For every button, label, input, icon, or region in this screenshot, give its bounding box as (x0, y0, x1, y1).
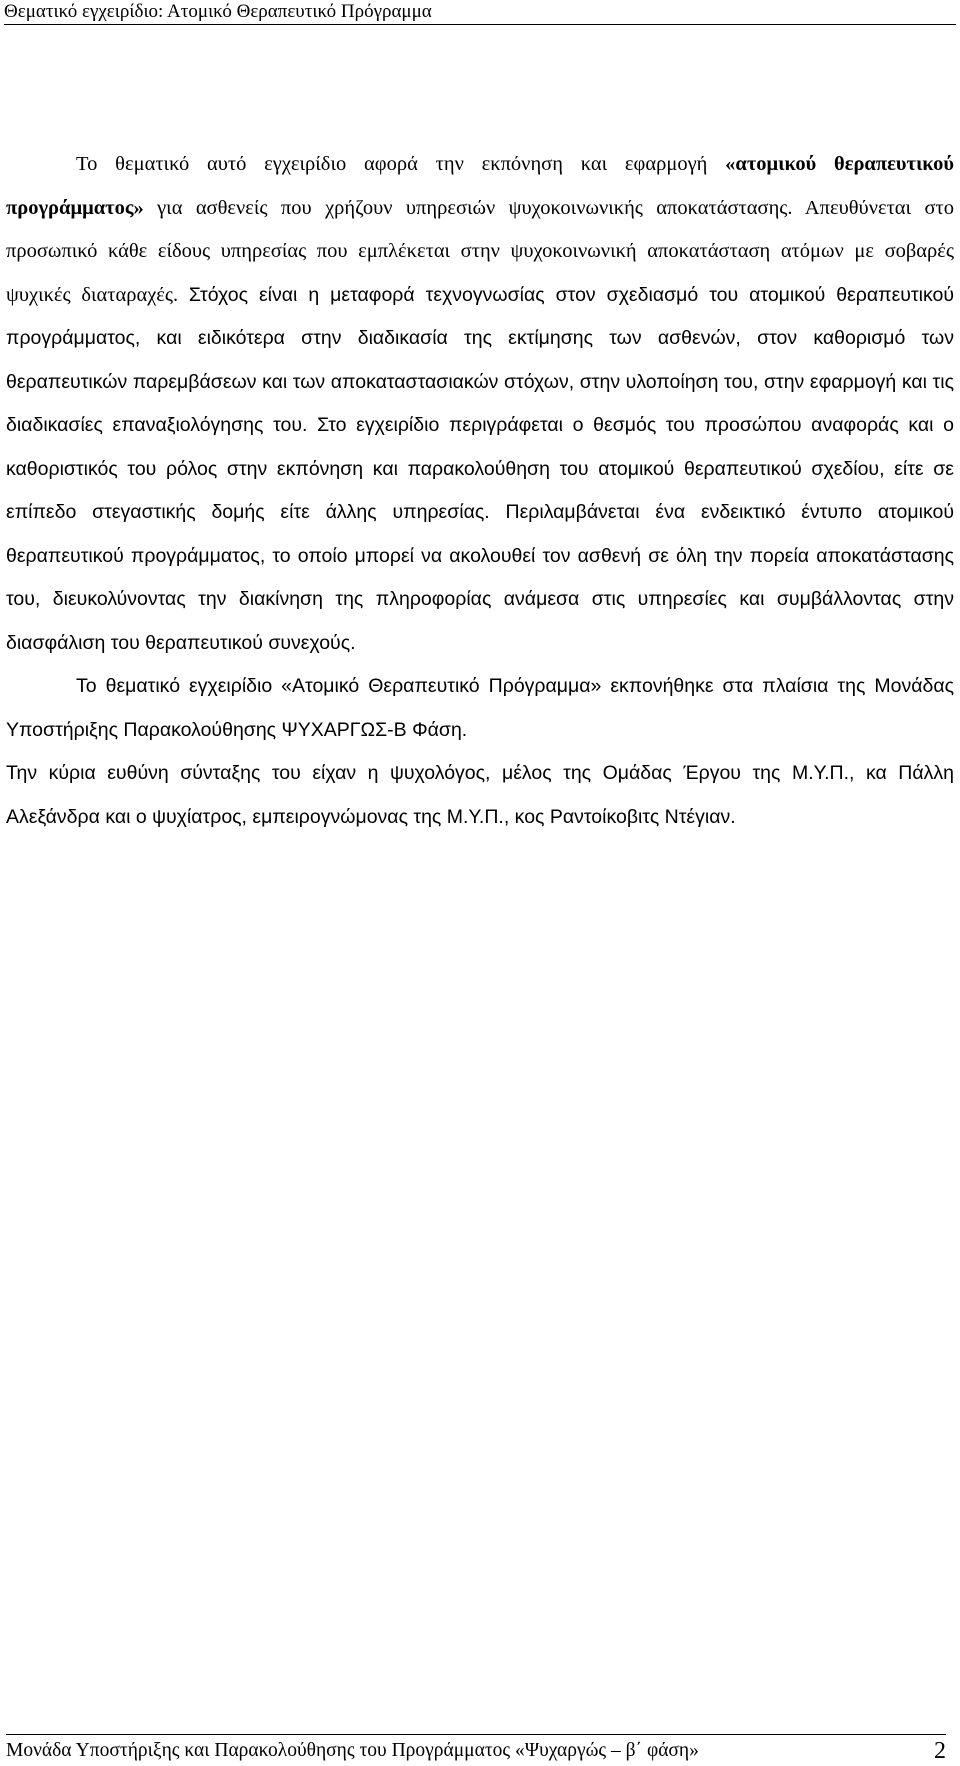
paragraph-authorship (6, 665, 954, 752)
intro-text-1: Το θεματικό αυτό εγχειρίδιο αφορά την εκπόνηση και εφαρμογή (76, 153, 726, 175)
paragraph-credits (6, 752, 954, 839)
page-footer (6, 1738, 946, 1764)
page-number: 2 (934, 1738, 946, 1764)
document-body (6, 143, 954, 839)
footer-text: Μονάδα Υποστήριξης και Παρακολούθησης του Προγράμματος «Ψυχαργώς – β΄ φάση» (6, 1740, 699, 1761)
intro-text-2: για ασθενείς που χρήζουν υπηρεσιών ψυχοκοινωνικής αποκατάστασης. Απευθύνεται στο προσωπικό κάθε είδους υπηρεσίας που εμπλέκεται στην ψυχοκοινωνική αποκατάσταση ατόμων με σοβαρές ψυχικές διαταραχές. (6, 196, 954, 306)
intro-text-3: Στόχος είναι η μεταφορά τεχνογνωσίας στον σχεδιασμό του ατομικού θεραπευτικού προγράμματος, και ειδικότερα στην διαδικασία της εκτίμησης των ασθενών, στον καθορισμό των θεραπευτικών παρεμβάσεων και των αποκαταστασιακών στόχων, στην υλοποίηση του, στην εφαρμογή και τις διαδικασίες επαναξιολόγησης του. (6, 283, 955, 436)
paragraph-intro (6, 143, 954, 665)
credits-text: Την κύρια ευθύνη σύνταξης του είχαν η ψυχολόγος, μέλος της Ομάδας Έργου της Μ.Υ.Π., κα Πάλλη Αλεξάνδρα και ο ψυχίατρος, εμπειρογνώμονας της Μ.Υ.Π., κος Ραντοίκοβιτς Ντέγιαν. (6, 762, 954, 828)
intro-text-4: Στο εγχειρίδιο περιγράφεται ο θεσμός του προσώπου αναφοράς και ο καθοριστικός του ρόλος στην εκπόνηση και παρακολούθηση του ατομικού θεραπευτικού σχεδίου, είτε σε επίπεδο στεγαστικής δομής είτε άλλης υπηρεσίας. Περιλαμβάνεται ένα ενδεικτικό έντυπο ατομικού θεραπευτικού προγράμματος, το οποίο μπορεί να ακολουθεί τον ασθενή σε όλη την πορεία αποκατάστασης του, διευκολύνοντας την διακίνηση της πληροφορίας ανάμεσα στις υπηρεσίες και συμβάλλοντας στην διασφάλιση του θεραπευτικού συνεχούς. (6, 414, 954, 654)
page-header (4, 0, 956, 25)
authorship-text: Το θεματικό εγχειρίδιο «Ατομικό Θεραπευτικό Πρόγραμμα» εκπονήθηκε στα πλαίσια της Μονάδας Υποστήριξης Παρακολούθησης ΨΥΧΑΡΓΩΣ-Β Φάση. (6, 675, 954, 741)
footer-divider (6, 1734, 946, 1735)
header-title: Θεματικό εγχειρίδιο: Ατομικό Θεραπευτικό Πρόγραμμα (4, 1, 432, 22)
intro-bold-term: «ατομικού θεραπευτικού προγράμματος» (6, 153, 954, 219)
